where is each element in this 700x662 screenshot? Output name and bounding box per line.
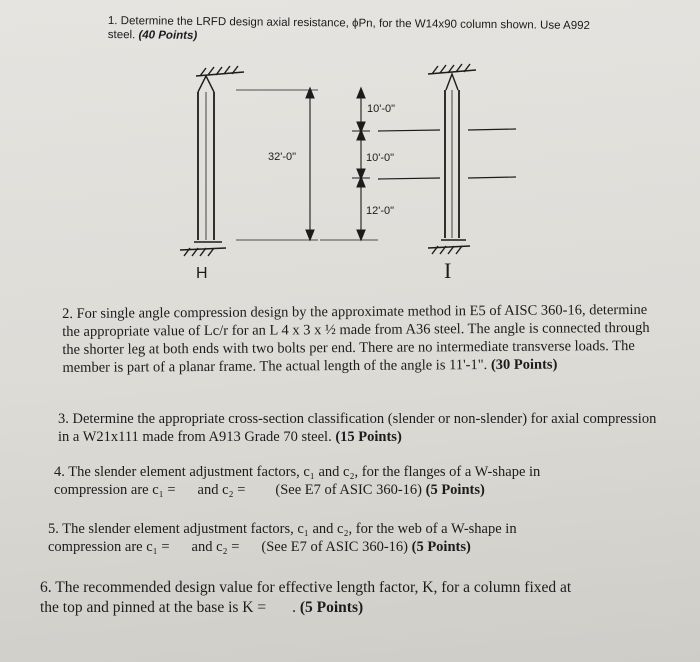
- question-1-text: 1. Determine the LRFD design axial resistance, ϕPn, for the W14x90 column shown. Use A992 steel.: [107, 14, 590, 42]
- question-6-k-prompt: the top and pinned at the base is K =: [40, 599, 267, 616]
- question-5-line-2: [48, 538, 648, 556]
- weak-axis-elevation: [180, 66, 244, 256]
- segment-top-label: 10'-0": [367, 103, 396, 115]
- column-figure: [0, 0, 700, 300]
- weak-axis-section-symbol: H: [196, 265, 208, 282]
- question-2: [62, 301, 662, 377]
- question-4-c1-prompt: compression are c₁ =: [54, 482, 176, 498]
- segment-bottom-label: 12'-0": [366, 205, 395, 217]
- total-height-dimension: [236, 88, 318, 240]
- question-4-line-2: [54, 481, 654, 499]
- question-5-c2-prompt: and c₂ =: [191, 539, 240, 555]
- question-4-line-1: 4. The slender element adjustment factors, c₁ and c₂, for the flanges of a W-shape in: [54, 464, 541, 480]
- segment-middle-label: 10'-0": [366, 152, 395, 164]
- question-5-c1-prompt: compression are c₁ =: [48, 539, 170, 555]
- question-2-text: 2. For single angle compression design by the approximate method in E5 of AISC 360-16, determine the appropriate value of Lc/r for an L 4 x 3 x ½ made from A36 steel. The angle is connected through the shorter leg at both ends with two bolts per end. There are no intermediate transverse loads. The member is part of a planar frame. The actual length of the angle is 11'-1".: [62, 301, 650, 376]
- question-5-line-1: 5. The slender element adjustment factors, c₁ and c₂, for the web of a W-shape in: [48, 521, 517, 537]
- question-3-points: (15 Points): [335, 429, 402, 445]
- strong-axis-section-symbol: I: [444, 258, 452, 283]
- question-6-line-1: 6. The recommended design value for effective length factor, K, for a column fixed at: [40, 579, 572, 596]
- question-1-points: (40 Points): [138, 29, 198, 42]
- question-5-points: (5 Points): [411, 539, 471, 555]
- question-3: [58, 410, 658, 446]
- question-4-points: (5 Points): [425, 482, 485, 498]
- question-5: [48, 520, 648, 556]
- question-3-text: 3. Determine the appropriate cross-section classification (slender or non-slender) for axial compression in a W21x111 made from A913 Grade 70 steel.: [58, 411, 657, 445]
- bracing-lines: [378, 129, 516, 179]
- question-6-points: (5 Points): [299, 599, 364, 616]
- total-height-label: 32'-0": [268, 151, 297, 163]
- question-6-period: .: [292, 599, 296, 616]
- question-6-line-2: [40, 598, 640, 618]
- strong-axis-elevation: [428, 64, 476, 254]
- question-4-reference: (See E7 of ASIC 360-16): [275, 482, 422, 498]
- question-4: [54, 463, 654, 499]
- question-6: [40, 578, 640, 618]
- question-2-points: (30 Points): [490, 356, 558, 374]
- question-4-c2-prompt: and c₂ =: [197, 482, 246, 498]
- question-5-reference: (See E7 of ASIC 360-16): [261, 539, 408, 555]
